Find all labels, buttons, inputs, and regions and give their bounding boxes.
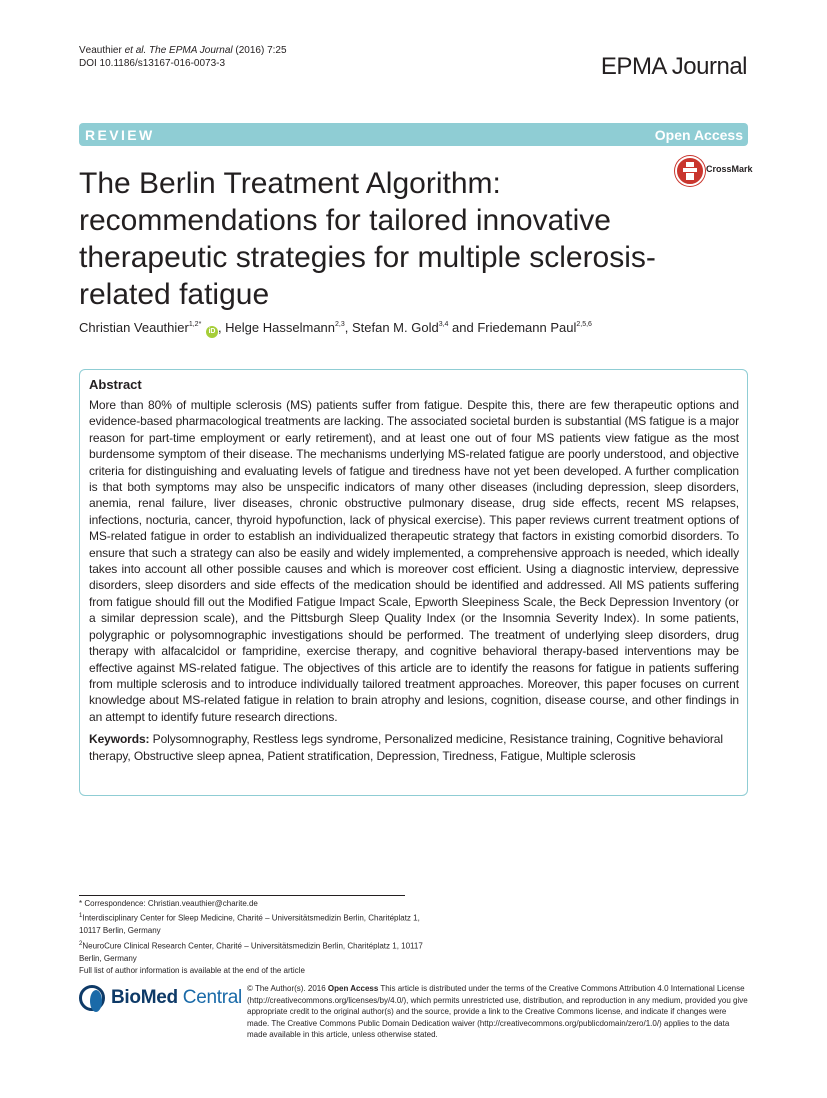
abstract-heading: Abstract — [89, 377, 142, 392]
author-separator: , — [217, 320, 226, 335]
abstract-body: More than 80% of multiple sclerosis (MS) patients suffer from fatigue. Despite this, there are few therapeutic options and evidence-based pharmacological treatments are lacking. The associated societal burden is substantial (MS fatigue is a major reason for part-time employment or early retirement), and at least one out of four MS patients view fatigue as the most burdensome symptom of their disease. The mechanisms underlying MS-related fatigue are poorly understood, and objective criteria for distinguishing and evaluating levels of fatigue and tiredness have not yet been developed. A further complication is that both symptoms may also be unspecific indicators of many other diseases (including depression, sleep disorders, anemia, renal failure, liver diseases, chronic obstructive pulmonary disease, drug side effects, recent MS relapses, infections, nocturia, cancer, thyroid hypofunction, lack of physical exercise). This paper reviews current treatment options of MS-related fatigue in order to establish an individualized therapeutic strategy that factors in existing comorbid disorders. To ensure that such a strategy can also be easily and widely implemented, a comprehensive approach is needed, which ideally takes into account all other possible causes and which is moreover cost efficient. Using a diagnostic interview, depressive disorders, sleep disorders and side effects of the medication should be identified and addressed. All MS patients suffering from fatigue should fill out the Modified Fatigue Impact Scale, Epworth Sleepiness Scale, the Beck Depression Inventory (or a similar depression scale), and the Pittsburgh Sleep Quality Index (or the Insomnia Severity Index). In some patients, polygraphic or polysomnographic investigations should be performed. The treatment of underlying sleep disorders, drug therapy with alfacalcidol or fampridine, exercise therapy, and cognitive behavioral therapy-based interventions may be effective against MS-related fatigue. The objectives of this article are to identify the reasons for fatigue in patients suffering from multiple sclerosis and to introduce individually tailored treatment approaches. Moreover, this paper focuses on current knowledge about MS-related fatigue in relation to brain atrophy and lesions, cognition, disease course, and other findings in an attempt to identify future research directions. — [89, 398, 739, 724]
keywords — [89, 731, 739, 764]
abstract-box — [79, 369, 748, 796]
copyright: © The Author(s). 2016 — [247, 984, 328, 993]
article-title: The Berlin Treatment Algorithm: recommendations for tailored innovative therapeutic strategies for multiple sclerosis-related fatigue — [79, 167, 656, 311]
article-type-label: REVIEW — [85, 126, 155, 143]
affiliation-1 — [79, 910, 439, 937]
license-text: This article is distributed under the terms of the Creative Commons Attribution 4.0 International License (http://creativecommons.org/licenses/by/4.0/), which permits unrestricted use, distribution, and reproduction in any medium, provided you give appropriate credit to the original author(s) and the source, provide a link to the Creative Commons license, and indicate if changes were made. The Creative Commons Public Domain Dedication waiver (http://creativecommons.org/publicdomain/zero/1.0/) applies to the data made available in this article, unless otherwise stated. — [247, 984, 748, 1040]
open-access-label: Open Access — [327, 984, 379, 993]
keywords-label: Keywords: — [89, 732, 150, 747]
citation-journal: et al. The EPMA Journal — [124, 45, 233, 56]
citation-authors: Vеauthier — [79, 45, 122, 56]
affiliation-2 — [79, 938, 439, 965]
citation-line — [79, 44, 287, 57]
biomed-central-icon — [79, 985, 105, 1011]
keywords-list: Polysomnography, Restless legs syndrome, Personalized medicine, Resistance training, Cognitive behavioral therapy, Obstructive sleep apnea, Patient stratification, Depression, Tiredness, Fatigue, Multiple sclerosis — [89, 732, 723, 763]
open-access-label: Open Access — [654, 126, 743, 143]
author-name[interactable]: Friedemann Paul — [477, 320, 577, 335]
affiliation-text: NeuroCure Clinical Research Center, Charité – Universitätsmedizin Berlin, Charitéplatz 1, 10117 Berlin, Germany — [79, 941, 423, 963]
author-conjunction: and — [448, 320, 478, 335]
orcid-icon[interactable]: iD — [206, 326, 218, 338]
biomed-central-wordmark: BioMed Central — [111, 987, 242, 1008]
biomed-central-logo[interactable] — [79, 983, 242, 1021]
full-author-info-note: Full list of author information is available at the end of the article — [79, 965, 305, 975]
author-name[interactable]: Christian Veauthier — [79, 320, 189, 335]
license-statement — [247, 983, 749, 1041]
footnotes — [79, 898, 439, 977]
citation-volume: (2016) 7:25 — [232, 45, 287, 56]
author-affiliation: 1,2* — [188, 321, 202, 328]
author-affiliation: 3,4 — [438, 321, 449, 328]
crossmark-label: CrossMark — [706, 164, 753, 174]
author-list — [79, 320, 592, 338]
article-type-banner — [79, 123, 748, 146]
author-affiliation: 2,5,6 — [576, 321, 592, 328]
author-name[interactable]: Stefan M. Gold — [351, 320, 439, 335]
correspondence[interactable]: * Correspondence: Christian.veauthier@charite.de — [79, 899, 258, 908]
crossmark-icon — [675, 156, 705, 186]
journal-name: EPMA Journal — [600, 53, 747, 80]
doi: DOI 10.1186/s13167-016-0073-3 — [79, 58, 226, 69]
affiliation-text: Interdisciplinary Center for Sleep Medicine, Charité – Universitätsmedizin Berlin, Charitéplatz 1, 10117 Berlin, Germany — [79, 913, 420, 936]
affiliation-number: 1 — [79, 913, 83, 920]
author-name[interactable]: Helge Hasselmann — [225, 320, 336, 335]
author-separator: , — [344, 320, 352, 335]
footnote-divider — [79, 895, 405, 896]
affiliation-number: 2 — [79, 940, 83, 947]
crossmark-button[interactable] — [675, 156, 753, 186]
author-affiliation: 2,3 — [335, 321, 345, 328]
citation-header — [79, 44, 287, 70]
